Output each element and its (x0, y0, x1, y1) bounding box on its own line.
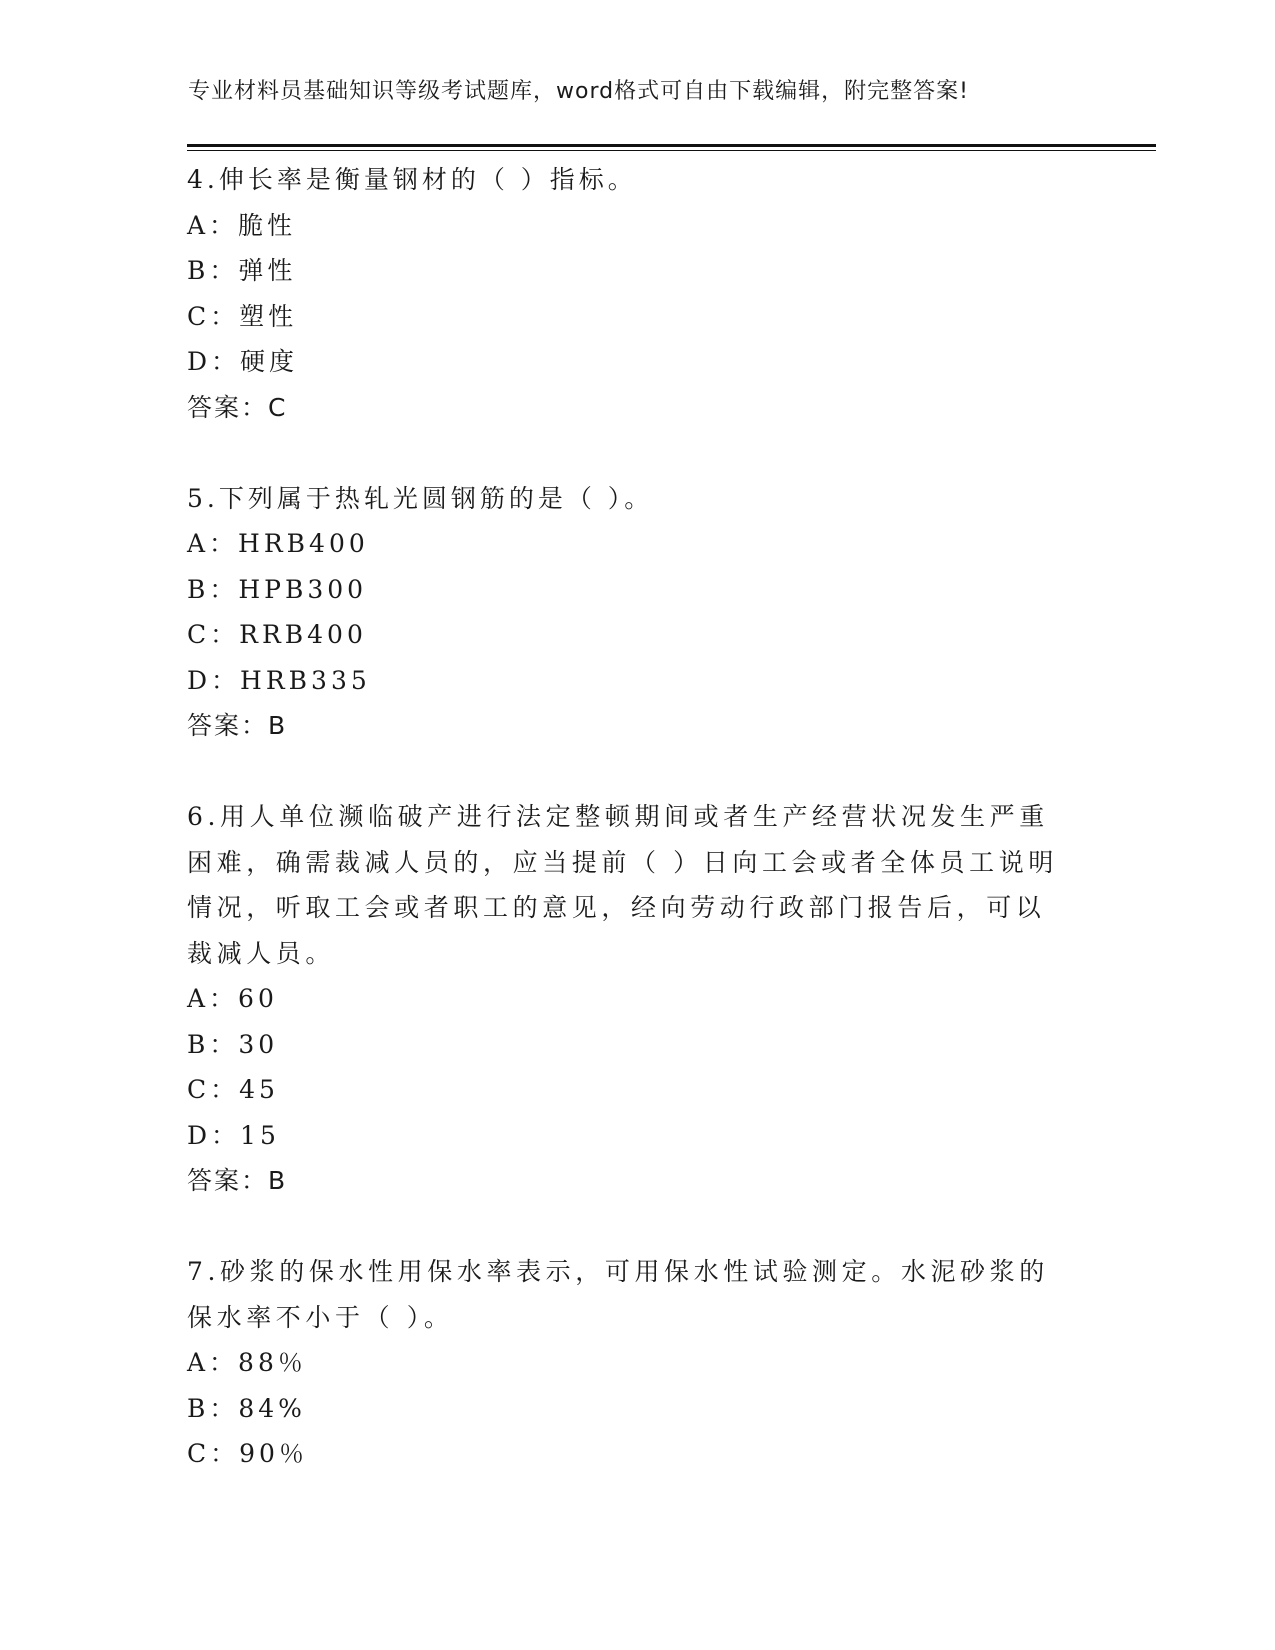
question-7 (187, 1249, 1087, 1477)
option-b: B：30 (187, 1029, 279, 1059)
option-c: C：45 (187, 1075, 279, 1104)
answer: 答案：C (187, 392, 288, 422)
option-a: A：脆性 (187, 210, 297, 240)
option-c: C：RRB400 (187, 620, 367, 649)
question-4 (187, 157, 1087, 430)
option-a: A：88％ (187, 1348, 307, 1377)
option-b: B：HPB300 (187, 574, 368, 604)
option-d: D：硬度 (187, 347, 299, 376)
option-c: C：塑性 (187, 301, 298, 331)
option-a: A：HRB400 (187, 529, 369, 558)
page-header: 专业材料员基础知识等级考试题库，word格式可自由下载编辑，附完整答案! (188, 79, 969, 104)
question-stem: 7.砂浆的保水性用保水率表示，可用保水性试验测定。水泥砂浆的保水率不小于（ ）。 (187, 1257, 1049, 1332)
header-rule-thick (187, 144, 1156, 147)
header-rule-thin (187, 150, 1156, 151)
spacer (187, 749, 1087, 795)
question-stem: 5.下列属于热轧光圆钢筋的是（ ）。 (187, 483, 654, 513)
question-stem: 4.伸长率是衡量钢材的（ ）指标。 (187, 165, 637, 194)
option-a: A：60 (187, 984, 278, 1013)
question-stem: 6.用人单位濒临破产进行法定整顿期间或者生产经营状况发生严重困难，确需裁减人员的，应当提前（ ）日向工会或者全体员工说明情况，听取工会或者职工的意见，经向劳动行政部门报告后，可以裁减人员。 (187, 802, 1058, 968)
question-5 (187, 476, 1087, 749)
spacer (187, 430, 1087, 476)
answer: 答案：B (187, 1166, 288, 1195)
option-c: C：90％ (187, 1439, 308, 1468)
spacer (187, 1204, 1087, 1250)
option-d: D：15 (187, 1120, 280, 1150)
option-d: D：HRB335 (187, 665, 371, 695)
option-b: B：弹性 (187, 256, 297, 285)
question-list (187, 157, 1087, 1477)
question-6 (187, 794, 1087, 1204)
option-b: B：84% (187, 1393, 306, 1423)
answer: 答案：B (187, 711, 288, 740)
